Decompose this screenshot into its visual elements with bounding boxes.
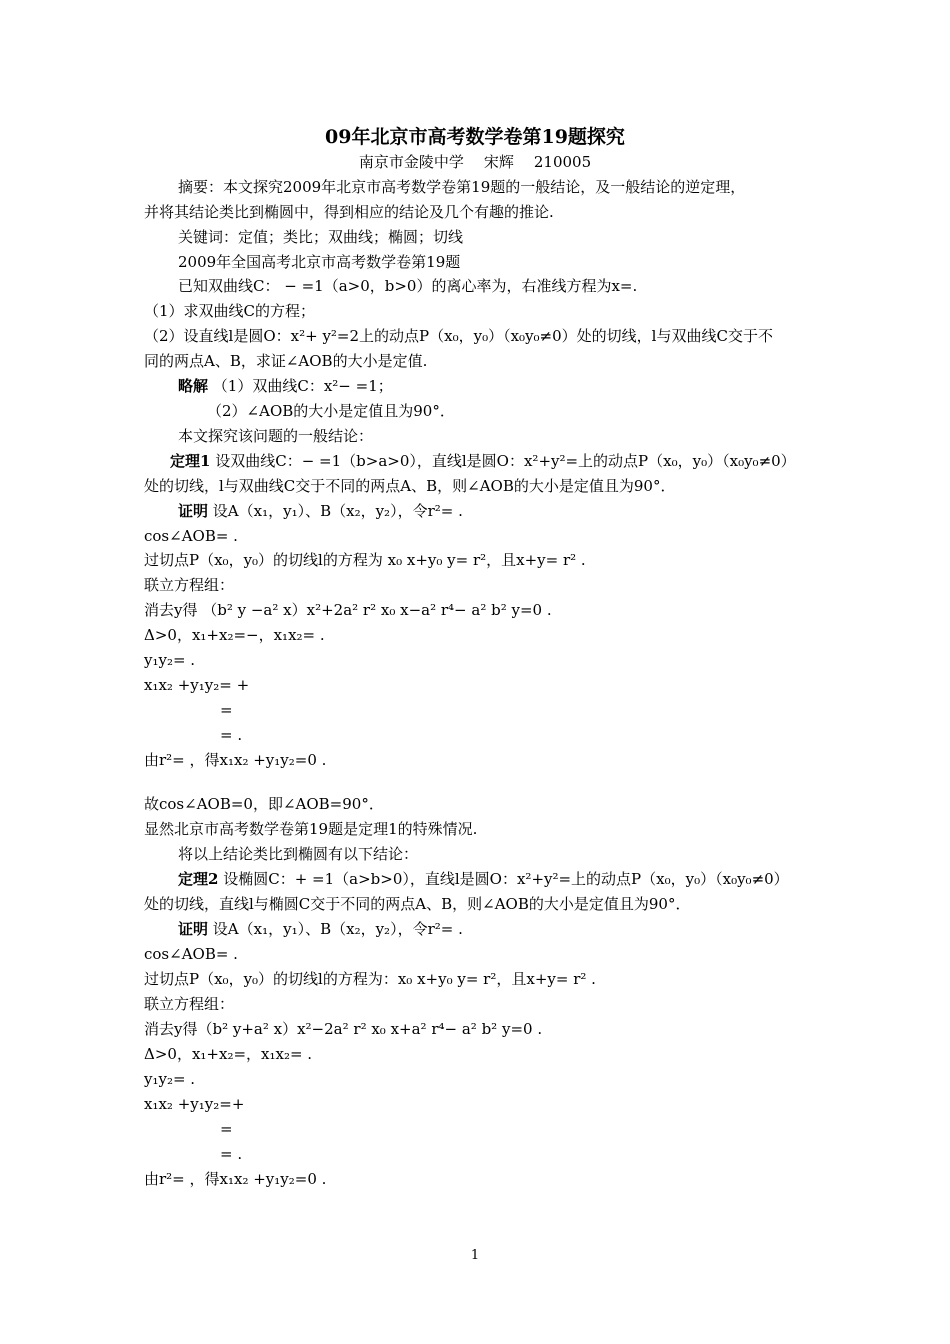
proof2-equals-line-2: = . [220,1145,243,1163]
proof1-cos-line: cos∠AOB= . [144,527,238,545]
author-postcode: 210005 [533,153,592,171]
theorem2-text: 设椭圆C：+ =1（a>b>0），直线l是圆O：x²+y²=上的动点P（x₀，y₀）（x₀y₀≠0） [223,870,789,888]
proof1-equals-line-2: = . [220,726,243,744]
problem-part-2-line-1: （2）设直线l是圆O：x²+ y²=2上的动点P（x₀，y₀）（x₀y₀≠0）处的切线，l与双曲线C交于不 [144,327,773,345]
proof1-equals-line-1: = [220,701,233,719]
brief-solution-line-2: （2）∠AOB的大小是定值且为90°． [207,402,455,420]
proof1-delta-line: Δ>0，x₁+x₂=−，x₁x₂= . [144,626,325,644]
proof2-text: 设A（x₁，y₁）、B（x₂，y₂），令r²= . [212,920,463,938]
problem-statement-line: 已知双曲线C： − =1（a>0，b>0）的离心率为，右准线方程为x=. [178,277,638,295]
problem-part-1: （1）求双曲线C的方程； [144,302,316,320]
theorem2-line-1 [178,869,848,889]
proof2-system-line: 联立方程组： [144,995,235,1013]
theorem1-line-2: 处的切线，l与双曲线C交于不同的两点A、B，则∠AOB的大小是定值且为90°． [144,477,676,495]
keywords-line: 关键词：定值；类比；双曲线；椭圆；切线 [178,228,464,246]
problem-source-line: 2009年全国高考北京市高考数学卷第19题 [178,253,461,271]
proof2-eliminate-line: 消去y得（b² y+a² x）x²−2a² r² x₀ x+a² r⁴− a² b² y=0 . [144,1020,543,1038]
abstract-line-1: 摘要：本文探究2009年北京市高考数学卷第19题的一般结论，及一般结论的逆定理， [178,178,746,196]
proof2-tangent-line: 过切点P（x₀，y₀）的切线l的方程为：x₀ x+y₀ y= r²，且x+y= r² . [144,970,596,988]
author-school: 南京市金陵中学 [358,153,464,171]
page-number: 1 [470,1248,480,1263]
proof2-line-1 [178,919,848,939]
proof1-tangent-line: 过切点P（x₀，y₀）的切线l的方程为 x₀ x+y₀ y= r²，且x+y= r² . [144,551,586,569]
proof1-label: 证明 [178,502,209,520]
proof1-eliminate-line: 消去y得 （b² y −a² x）x²+2a² r² x₀ x−a² r⁴− a² b² y=0 . [144,601,552,619]
theorem1-line-1 [170,451,840,471]
theorem1-text: 设双曲线C：− =1（b>a>0），直线l是圆O：x²+y²=上的动点P（x₀，y₀）（x₀y₀≠0） [215,452,796,470]
special-case-line: 显然北京市高考数学卷第19题是定理1的特殊情况. [144,820,478,838]
general-conclusion-intro: 本文探究该问题的一般结论： [178,427,374,445]
proof1-result-line: 由r²= ，得x₁x₂ +y₁y₂=0 . [144,751,327,769]
proof2-label: 证明 [178,920,209,938]
problem-part-2-line-2: 同的两点A、B，求证∠AOB的大小是定值. [144,352,428,370]
abstract-line-2: 并将其结论类比到椭圆中，得到相应的结论及几个有趣的推论. [144,203,554,221]
analogy-intro-line: 将以上结论类比到椭圆有以下结论： [178,845,419,863]
proof2-sum-line: x₁x₂ +y₁y₂=+ [144,1095,245,1113]
proof1-system-line: 联立方程组： [144,576,235,594]
proof2-cos-line: cos∠AOB= . [144,945,238,963]
theorem2-label: 定理2 [178,870,219,888]
theorem2-line-2: 处的切线，直线l与椭圆C交于不同的两点A、B，则∠AOB的大小是定值且为90°． [144,895,691,913]
proof2-y-product-line: y₁y₂= . [144,1070,196,1088]
proof1-conclusion-line: 故cos∠AOB=0，即∠AOB=90°． [144,795,384,813]
brief-solution-line-1 [178,376,848,396]
author-line [0,152,950,172]
proof1-text: 设A（x₁，y₁）、B（x₂，y₂），令r²= . [212,502,463,520]
brief-solution-text: （1）双曲线C：x²− =1； [212,377,393,395]
proof1-y-product-line: y₁y₂= . [144,651,196,669]
proof2-delta-line: Δ>0，x₁+x₂=，x₁x₂= . [144,1045,313,1063]
proof1-line-1 [178,501,848,521]
proof1-sum-line: x₁x₂ +y₁y₂= + [144,676,250,694]
proof2-equals-line-1: = [220,1120,233,1138]
proof2-result-line: 由r²= ，得x₁x₂ +y₁y₂=0 . [144,1170,327,1188]
author-name: 宋辉 [483,153,514,171]
brief-solution-label: 略解 [178,377,209,395]
theorem1-label: 定理1 [170,452,211,470]
document-title: 09年北京市高考数学卷第19题探究 [325,126,625,148]
